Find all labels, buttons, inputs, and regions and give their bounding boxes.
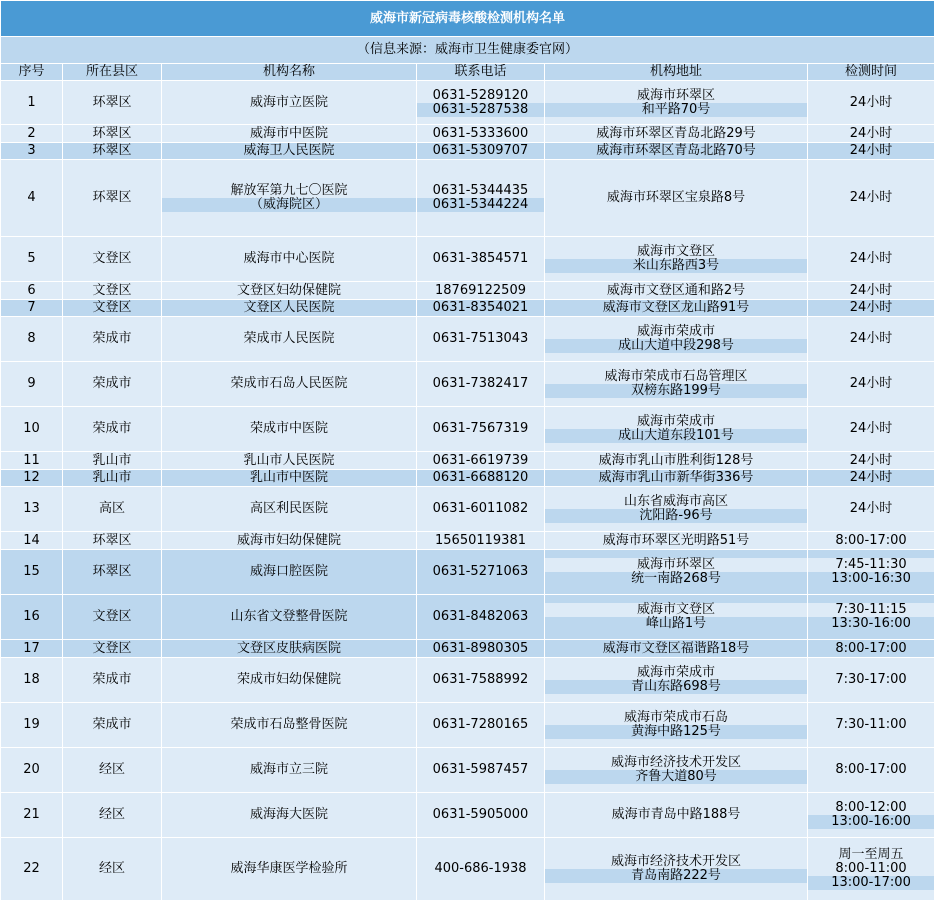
- phone-cell: [417, 532, 545, 550]
- test-time-cell-text: 24小时: [849, 190, 893, 205]
- address-cell: [545, 838, 808, 901]
- address-cell-text: 威海市环翠区青岛北路70号: [596, 143, 756, 158]
- phone-cell: [417, 550, 545, 595]
- phone-cell-text: 0631-8980305: [432, 640, 529, 656]
- address-cell: [545, 143, 808, 160]
- phone-cell: [417, 487, 545, 532]
- phone-cell-text: 0631-5309707: [432, 143, 529, 158]
- address-cell: [545, 550, 808, 595]
- test-time-cell: [808, 838, 934, 901]
- institution-name-cell: [162, 487, 417, 532]
- address-cell: [545, 300, 808, 317]
- row-number: 16: [1, 595, 63, 640]
- institution-name-cell-line: 解放军第九七〇医院: [162, 184, 416, 198]
- institution-name-cell: [162, 125, 417, 143]
- county-cell: 乳山市: [63, 470, 162, 487]
- institution-name-cell: [162, 282, 417, 300]
- institution-name-cell-text: 威海海大医院: [249, 807, 328, 822]
- test-time-cell: [808, 703, 934, 748]
- phone-cell-text: 0631-7588992: [432, 672, 529, 687]
- test-time-cell-text: 24小时: [849, 331, 893, 346]
- phone-cell: [417, 317, 545, 362]
- test-time-cell-line: 7:30-11:15: [808, 603, 934, 617]
- address-cell: [545, 532, 808, 550]
- county-cell: 文登区: [63, 282, 162, 300]
- header-county: 所在县区: [63, 64, 162, 81]
- address-cell-text: 威海市青岛中路188号: [611, 807, 741, 822]
- institution-name-cell-text: 乳山市中医院: [249, 470, 328, 485]
- institution-name-cell: [162, 595, 417, 640]
- institution-name-cell-text: 威海卫人民医院: [243, 143, 335, 158]
- row-number: 10: [1, 407, 63, 452]
- phone-cell: [417, 81, 545, 125]
- address-cell-line: 米山东路西3号: [545, 259, 807, 273]
- header-no: 序号: [1, 64, 63, 81]
- address-cell: [545, 237, 808, 282]
- header-address: 机构地址: [545, 64, 808, 81]
- institution-name-cell: [162, 452, 417, 470]
- phone-cell-text: 0631-7280165: [432, 717, 529, 732]
- phone-cell-line: 0631-5287538: [417, 103, 544, 117]
- test-time-cell-text: 24小时: [849, 282, 893, 298]
- test-time-cell-text: 24小时: [849, 143, 893, 158]
- address-cell-line: 沈阳路-96号: [545, 509, 807, 523]
- row-number: 3: [1, 143, 63, 160]
- address-cell-text: 威海市文登区福谐路18号: [602, 640, 750, 656]
- phone-cell: [417, 703, 545, 748]
- phone-cell-text: 0631-5905000: [432, 807, 529, 822]
- row-number: 1: [1, 81, 63, 125]
- table-row: [1, 160, 934, 237]
- phone-cell-text: 0631-6011082: [432, 501, 529, 516]
- address-cell: [545, 470, 808, 487]
- title-row: [1, 1, 934, 37]
- table-row: [1, 703, 934, 748]
- address-cell: [545, 595, 808, 640]
- test-time-cell: [808, 237, 934, 282]
- institution-name-cell-line: （威海院区）: [162, 198, 416, 212]
- test-time-cell: [808, 487, 934, 532]
- test-time-cell: [808, 125, 934, 143]
- institution-name-cell-text: 威海市中医院: [249, 125, 328, 141]
- county-cell: 环翠区: [63, 125, 162, 143]
- row-number: 19: [1, 703, 63, 748]
- row-number: 2: [1, 125, 63, 143]
- phone-cell-line: 0631-5289120: [417, 89, 544, 103]
- phone-cell: [417, 362, 545, 407]
- county-cell: 环翠区: [63, 532, 162, 550]
- table-row: [1, 452, 934, 470]
- institution-name-cell: [162, 703, 417, 748]
- test-time-cell: [808, 300, 934, 317]
- phone-cell: [417, 407, 545, 452]
- institution-name-cell-text: 荣成市中医院: [249, 421, 328, 436]
- address-cell: [545, 658, 808, 703]
- address-cell: [545, 487, 808, 532]
- phone-cell-text: 0631-5987457: [432, 762, 529, 777]
- phone-cell-line: 0631-5344224: [417, 198, 544, 212]
- test-time-cell-text: 8:00-17:00: [835, 762, 907, 777]
- county-cell: 文登区: [63, 640, 162, 658]
- address-cell-line: 威海市荣成市: [545, 325, 807, 339]
- institution-name-cell: [162, 362, 417, 407]
- address-cell: [545, 282, 808, 300]
- table-row: [1, 470, 934, 487]
- address-cell-line: 威海市荣成市: [545, 415, 807, 429]
- phone-cell-text: 0631-6619739: [432, 452, 529, 468]
- institution-name-cell-text: 荣成市人民医院: [243, 331, 335, 346]
- test-time-cell: [808, 143, 934, 160]
- address-cell-line: 威海市环翠区: [545, 558, 807, 572]
- county-cell: 环翠区: [63, 143, 162, 160]
- address-cell-line: 峰山路1号: [545, 617, 807, 631]
- county-cell: 荣成市: [63, 362, 162, 407]
- phone-cell-text: 15650119381: [435, 532, 526, 548]
- row-number: 6: [1, 282, 63, 300]
- county-cell: 文登区: [63, 237, 162, 282]
- test-time-cell-line: 13:00-16:00: [808, 815, 934, 829]
- table-row: [1, 81, 934, 125]
- address-cell: [545, 407, 808, 452]
- header-name: 机构名称: [162, 64, 417, 81]
- test-time-cell-text: 24小时: [849, 376, 893, 391]
- test-time-cell: [808, 595, 934, 640]
- address-cell-line: 山东省威海市高区: [545, 495, 807, 509]
- county-cell: 荣成市: [63, 317, 162, 362]
- phone-cell-text: 0631-5271063: [432, 564, 529, 579]
- row-number: 18: [1, 658, 63, 703]
- institution-name-cell: [162, 237, 417, 282]
- institution-name-cell: [162, 300, 417, 317]
- test-time-cell: [808, 452, 934, 470]
- test-time-cell: [808, 317, 934, 362]
- header-phone: 联系电话: [417, 64, 545, 81]
- table-row: [1, 658, 934, 703]
- table-row: [1, 143, 934, 160]
- institution-name-cell: [162, 317, 417, 362]
- county-cell: 乳山市: [63, 452, 162, 470]
- institution-name-cell-text: 文登区妇幼保健院: [236, 282, 341, 298]
- institution-name-cell: [162, 550, 417, 595]
- address-cell-line: 成山大道中段298号: [545, 339, 807, 353]
- test-time-cell-line: 7:45-11:30: [808, 558, 934, 572]
- test-time-cell-line: 13:00-16:30: [808, 572, 934, 586]
- phone-cell: [417, 125, 545, 143]
- sheet-title: 威海市新冠病毒核酸检测机构名单: [1, 1, 934, 37]
- test-time-cell-text: 8:00-17:00: [835, 640, 907, 656]
- county-cell: 文登区: [63, 300, 162, 317]
- phone-cell: [417, 640, 545, 658]
- row-number: 17: [1, 640, 63, 658]
- test-time-cell: [808, 407, 934, 452]
- address-cell-line: 威海市经济技术开发区: [545, 756, 807, 770]
- county-cell: 经区: [63, 838, 162, 901]
- table-row: [1, 532, 934, 550]
- address-cell-line: 统一南路268号: [545, 572, 807, 586]
- institution-name-cell-text: 威海市立医院: [249, 94, 328, 110]
- test-time-cell: [808, 532, 934, 550]
- header-time: 检测时间: [808, 64, 934, 81]
- phone-cell-text: 0631-8354021: [432, 300, 529, 315]
- county-cell: 文登区: [63, 595, 162, 640]
- address-cell-line: 威海市环翠区: [545, 89, 807, 103]
- institution-name-cell: [162, 470, 417, 487]
- institution-name-cell: [162, 160, 417, 237]
- phone-cell: [417, 470, 545, 487]
- table-row: [1, 550, 934, 595]
- phone-cell: [417, 160, 545, 237]
- institution-name-cell-text: 荣成市石岛整骨医院: [230, 717, 348, 732]
- table-row: [1, 838, 934, 901]
- institution-name-cell: [162, 143, 417, 160]
- address-cell: [545, 793, 808, 838]
- test-time-cell-line: 13:30-16:00: [808, 617, 934, 631]
- county-cell: 环翠区: [63, 81, 162, 125]
- test-time-cell: [808, 658, 934, 703]
- row-number: 14: [1, 532, 63, 550]
- table-row: [1, 362, 934, 407]
- row-number: 5: [1, 237, 63, 282]
- institution-name-cell-text: 高区利民医院: [249, 501, 328, 516]
- institution-name-cell: [162, 532, 417, 550]
- address-cell-line: 双榜东路199号: [545, 384, 807, 398]
- row-number: 12: [1, 470, 63, 487]
- address-cell: [545, 703, 808, 748]
- address-cell-text: 威海市乳山市胜利街128号: [598, 452, 754, 468]
- table-row: [1, 487, 934, 532]
- address-cell-line: 威海市荣成市: [545, 666, 807, 680]
- table-row: [1, 748, 934, 793]
- phone-cell: [417, 793, 545, 838]
- table-row: [1, 317, 934, 362]
- institution-name-cell-text: 威海市立三院: [249, 762, 328, 777]
- phone-cell: [417, 595, 545, 640]
- institution-name-cell: [162, 81, 417, 125]
- test-time-cell: [808, 470, 934, 487]
- phone-cell: [417, 452, 545, 470]
- row-number: 13: [1, 487, 63, 532]
- test-time-cell-text: 24小时: [849, 470, 893, 485]
- institution-name-cell-text: 威海华康医学检验所: [230, 861, 348, 876]
- address-cell: [545, 81, 808, 125]
- table-row: [1, 300, 934, 317]
- institution-name-cell-text: 荣成市石岛人民医院: [230, 376, 348, 391]
- institution-name-cell-text: 文登区皮肤病医院: [236, 640, 341, 656]
- address-cell-text: 威海市乳山市新华街336号: [598, 470, 754, 485]
- phone-cell: [417, 658, 545, 703]
- institution-name-cell-text: 山东省文登整骨医院: [230, 609, 348, 624]
- table-row: [1, 282, 934, 300]
- county-cell: 环翠区: [63, 550, 162, 595]
- phone-cell-text: 18769122509: [435, 282, 526, 298]
- table-row: [1, 237, 934, 282]
- address-cell: [545, 362, 808, 407]
- test-time-cell-text: 24小时: [849, 300, 893, 315]
- county-cell: 荣成市: [63, 703, 162, 748]
- county-cell: 荣成市: [63, 658, 162, 703]
- phone-cell-text: 0631-7382417: [432, 376, 529, 391]
- phone-cell: [417, 237, 545, 282]
- address-cell: [545, 317, 808, 362]
- source-row: [1, 37, 934, 64]
- county-cell: 荣成市: [63, 407, 162, 452]
- test-time-cell-text: 24小时: [849, 501, 893, 516]
- address-cell-text: 威海市文登区龙山路91号: [602, 300, 750, 315]
- institution-name-cell-text: 文登区人民医院: [243, 300, 335, 315]
- address-cell-text: 威海市环翠区光明路51号: [602, 532, 750, 548]
- phone-cell: [417, 300, 545, 317]
- table-row: [1, 407, 934, 452]
- phone-cell: [417, 748, 545, 793]
- row-number: 7: [1, 300, 63, 317]
- phone-cell: [417, 143, 545, 160]
- header-row: [1, 64, 934, 81]
- test-time-cell-text: 24小时: [849, 125, 893, 141]
- row-number: 9: [1, 362, 63, 407]
- source-note: （信息来源：威海市卫生健康委官网）: [1, 37, 934, 64]
- address-cell-line: 齐鲁大道80号: [545, 770, 807, 784]
- phone-cell-text: 0631-7567319: [432, 421, 529, 436]
- test-time-cell: [808, 550, 934, 595]
- test-time-cell-line: 8:00-11:00: [808, 862, 934, 876]
- institution-name-cell-text: 荣成市妇幼保健院: [236, 672, 341, 687]
- address-cell-text: 威海市环翠区青岛北路29号: [596, 125, 756, 141]
- test-time-cell-line: 13:00-17:00: [808, 876, 934, 890]
- test-time-cell-text: 24小时: [849, 421, 893, 436]
- table-row: [1, 125, 934, 143]
- address-cell-line: 威海市荣成市石岛: [545, 711, 807, 725]
- address-cell: [545, 125, 808, 143]
- address-cell: [545, 748, 808, 793]
- address-cell-line: 青岛南路222号: [545, 869, 807, 883]
- institution-name-cell-text: 乳山市人民医院: [243, 452, 335, 468]
- test-time-cell-text: 24小时: [849, 452, 893, 468]
- test-time-cell: [808, 748, 934, 793]
- phone-cell: [417, 838, 545, 901]
- address-cell-line: 青山东路698号: [545, 680, 807, 694]
- address-cell-line: 威海市经济技术开发区: [545, 855, 807, 869]
- county-cell: 经区: [63, 793, 162, 838]
- table-row: [1, 640, 934, 658]
- address-cell-text: 威海市文登区通和路2号: [606, 282, 746, 298]
- institution-name-cell-text: 威海市中心医院: [243, 251, 335, 266]
- institution-name-cell-text: 威海市妇幼保健院: [236, 532, 341, 548]
- phone-cell-text: 0631-5333600: [432, 125, 529, 141]
- phone-cell-text: 0631-7513043: [432, 331, 529, 346]
- row-number: 11: [1, 452, 63, 470]
- test-time-cell: [808, 81, 934, 125]
- institution-name-cell-text: 威海口腔医院: [249, 564, 328, 579]
- phone-cell-text: 0631-6688120: [432, 470, 529, 485]
- test-time-cell: [808, 160, 934, 237]
- phone-cell-text: 0631-8482063: [432, 609, 529, 624]
- address-cell: [545, 452, 808, 470]
- address-cell-line: 和平路70号: [545, 103, 807, 117]
- test-time-cell-text: 8:00-17:00: [835, 532, 907, 548]
- address-cell: [545, 160, 808, 237]
- address-cell: [545, 640, 808, 658]
- row-number: 22: [1, 838, 63, 901]
- row-number: 21: [1, 793, 63, 838]
- test-time-cell: [808, 282, 934, 300]
- row-number: 15: [1, 550, 63, 595]
- phone-cell-line: 0631-5344435: [417, 184, 544, 198]
- test-time-cell-text: 24小时: [849, 251, 893, 266]
- test-time-cell-text: 24小时: [849, 94, 893, 110]
- address-cell-line: 威海市文登区: [545, 603, 807, 617]
- phone-cell-text: 0631-3854571: [432, 251, 529, 266]
- institution-name-cell: [162, 748, 417, 793]
- county-cell: 经区: [63, 748, 162, 793]
- county-cell: 环翠区: [63, 160, 162, 237]
- test-time-cell: [808, 640, 934, 658]
- row-number: 4: [1, 160, 63, 237]
- test-time-cell: [808, 362, 934, 407]
- test-time-cell-line: 8:00-12:00: [808, 801, 934, 815]
- test-time-cell: [808, 793, 934, 838]
- phone-cell-text: 400-686-1938: [434, 861, 527, 876]
- institution-name-cell: [162, 407, 417, 452]
- institution-name-cell: [162, 838, 417, 901]
- institution-name-cell: [162, 640, 417, 658]
- address-cell-line: 威海市文登区: [545, 245, 807, 259]
- address-cell-text: 威海市环翠区宝泉路8号: [606, 190, 746, 205]
- phone-cell: [417, 282, 545, 300]
- table-row: [1, 793, 934, 838]
- address-cell-line: 黄海中路125号: [545, 725, 807, 739]
- institution-name-cell: [162, 658, 417, 703]
- address-cell-line: 成山大道东段101号: [545, 429, 807, 443]
- row-number: 8: [1, 317, 63, 362]
- institution-name-cell: [162, 793, 417, 838]
- test-time-cell-line: 周一至周五: [808, 848, 934, 862]
- address-cell-line: 威海市荣成市石岛管理区: [545, 370, 807, 384]
- row-number: 20: [1, 748, 63, 793]
- county-cell: 高区: [63, 487, 162, 532]
- test-time-cell-text: 7:30-17:00: [835, 672, 907, 687]
- test-time-cell-text: 7:30-11:00: [835, 717, 907, 732]
- table-row: [1, 595, 934, 640]
